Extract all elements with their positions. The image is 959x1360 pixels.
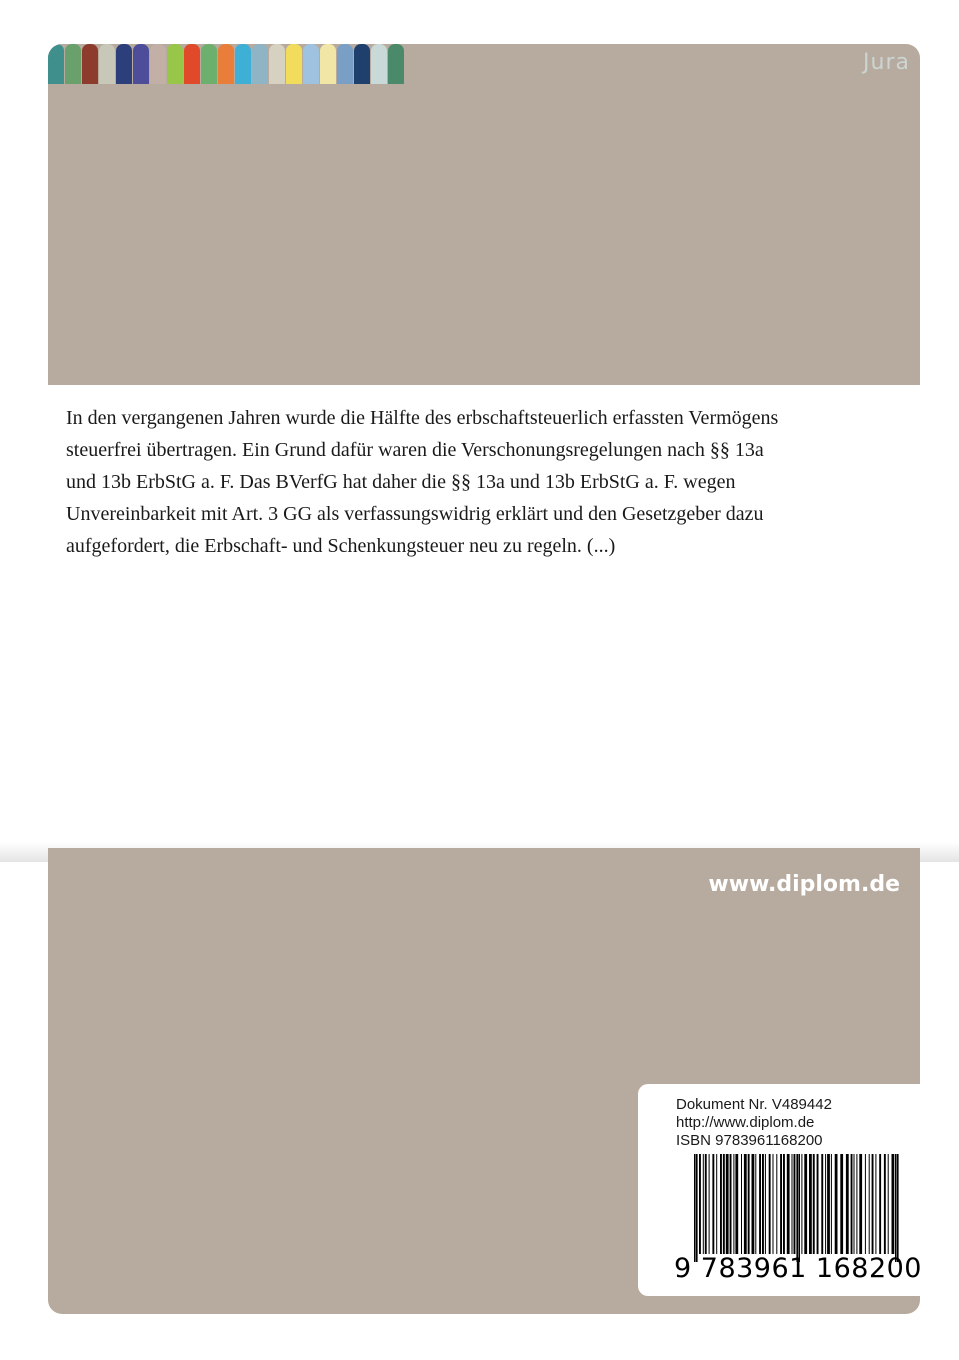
color-tab bbox=[201, 44, 217, 84]
color-tab bbox=[303, 44, 319, 84]
isbn-number: ISBN 9783961168200 bbox=[676, 1132, 823, 1149]
color-tab bbox=[48, 44, 64, 84]
color-tab bbox=[252, 44, 268, 84]
color-tab bbox=[286, 44, 302, 84]
color-tab bbox=[150, 44, 166, 84]
color-tab bbox=[184, 44, 200, 84]
publisher-website: www.diplom.de bbox=[708, 872, 900, 897]
color-tab-strip bbox=[48, 44, 405, 84]
color-tab bbox=[388, 44, 404, 84]
color-tab bbox=[269, 44, 285, 84]
color-tab bbox=[337, 44, 353, 84]
cover-top-panel bbox=[48, 44, 920, 385]
color-tab bbox=[320, 44, 336, 84]
color-tab bbox=[133, 44, 149, 84]
category-label: Jura bbox=[863, 50, 910, 75]
color-tab bbox=[82, 44, 98, 84]
color-tab bbox=[99, 44, 115, 84]
color-tab bbox=[354, 44, 370, 84]
barcode-icon bbox=[694, 1154, 900, 1262]
color-tab bbox=[167, 44, 183, 84]
document-url: http://www.diplom.de bbox=[676, 1114, 815, 1131]
color-tab bbox=[235, 44, 251, 84]
color-tab bbox=[65, 44, 81, 84]
color-tab bbox=[116, 44, 132, 84]
barcode-digits: 9 783961 168200 bbox=[674, 1253, 922, 1284]
color-tab bbox=[371, 44, 387, 84]
color-tab bbox=[218, 44, 234, 84]
document-number: Dokument Nr. V489442 bbox=[676, 1096, 832, 1113]
blurb-text: In den vergangenen Jahren wurde die Hälfte des erbschaftsteuerlich erfassten Vermögens steuerfrei übertragen. Ein Grund dafür waren die Verschonungsregelungen nach §§ 13a und 13b ErbStG a. F. Das BVerfG hat daher die §§ 13a und 13b ErbStG a. F. wegen Unvereinbarkeit mit Art. 3 GG als verfassungswidrig erklärt und den Gesetzgeber dazu aufgefordert, die Erbschaft- und Schenkungsteuer neu zu regeln. (...) bbox=[66, 407, 779, 557]
isbn-box bbox=[638, 1084, 920, 1296]
